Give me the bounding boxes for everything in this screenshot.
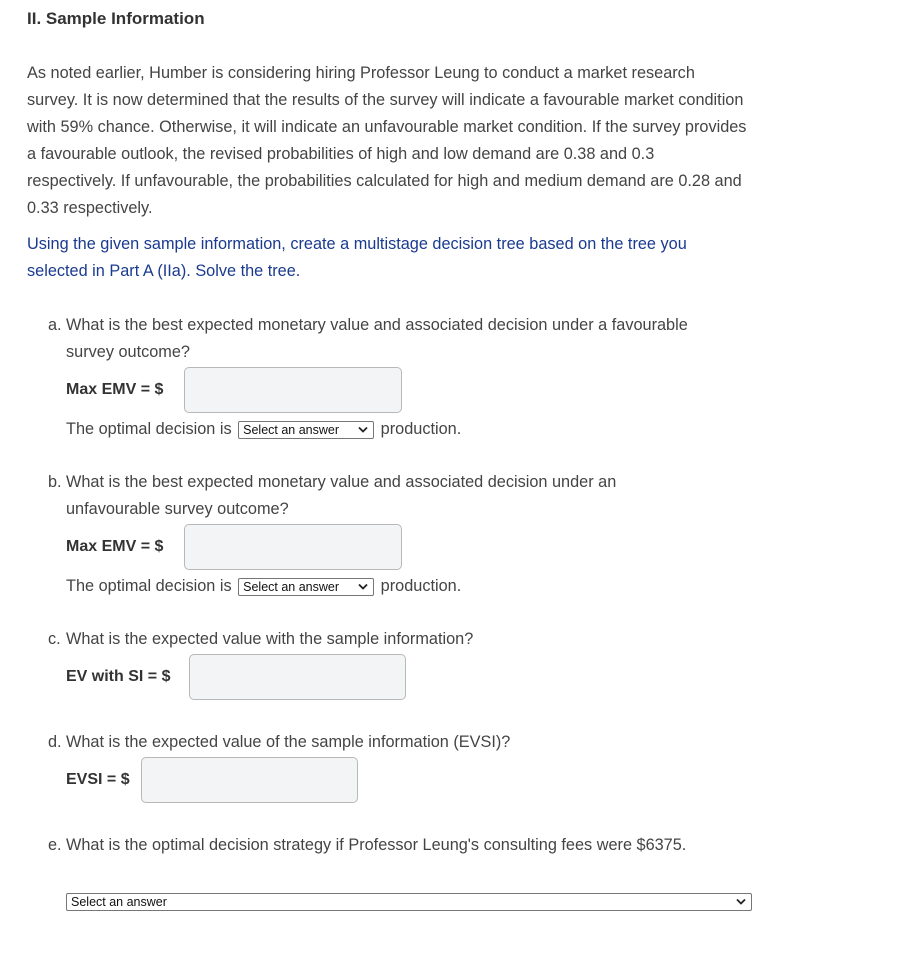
instruction-paragraph: Using the given sample information, create a multistage decision tree based on the tree you selected in Part A (IIa). Solve the tree. [27,235,687,280]
question-b-decision [66,575,461,597]
select-value: Select an answer [243,579,340,594]
decision-unfavourable-select[interactable] [238,578,374,596]
max-emv-unfavourable-input[interactable] [184,524,402,570]
decision-suffix: production. [380,420,462,438]
question-a-label: Max EMV = $ [66,381,164,398]
question-c-text: What is the expected value with the sample information? [66,630,474,648]
decision-favourable-select[interactable] [238,421,374,439]
chevron-down-icon [358,426,368,434]
decision-prefix: The optimal decision is [66,577,232,595]
question-c-letter: c. [48,630,61,648]
question-c-label: EV with SI = $ [66,668,171,685]
select-value: Select an answer [243,422,340,437]
decision-prefix: The optimal decision is [66,420,232,438]
question-b-label: Max EMV = $ [66,538,164,555]
question-a-text: What is the best expected monetary value and associated decision under a favourable survey outcome? [66,316,688,361]
question-b-text: What is the best expected monetary value and associated decision under an unfavourable survey outcome? [66,473,617,518]
select-value: Select an answer [71,895,167,909]
max-emv-favourable-input[interactable] [184,367,402,413]
question-a-decision [66,418,461,440]
question-b-letter: b. [48,473,62,491]
decision-suffix: production. [380,577,462,595]
decision-strategy-select[interactable] [66,893,752,911]
question-d-label: EVSI = $ [66,771,130,788]
chevron-down-icon [358,583,368,591]
chevron-down-icon [736,898,746,906]
ev-with-si-input[interactable] [189,654,406,700]
evsi-input[interactable] [141,757,358,803]
intro-paragraph: As noted earlier, Humber is considering hiring Professor Leung to conduct a market research survey. It is now determined that the results of the survey will indicate a favourable market condition with 59% chance. Otherwise, it will indicate an unfavourable market condition. If the survey provides a favourable outlook, the revised probabilities of high and low demand are 0.38 and 0.3 respectively. If unfavourable, the probabilities calculated for high and medium demand are 0.28 and 0.33 respectively. [27,64,747,217]
section-heading: II. Sample Information [27,9,205,28]
question-e-text: What is the optimal decision strategy if Professor Leung's consulting fees were $6375. [66,836,687,854]
question-d-letter: d. [48,733,62,751]
question-e-letter: e. [48,836,62,854]
question-d-text: What is the expected value of the sample information (EVSI)? [66,733,511,751]
question-a-letter: a. [48,316,62,334]
